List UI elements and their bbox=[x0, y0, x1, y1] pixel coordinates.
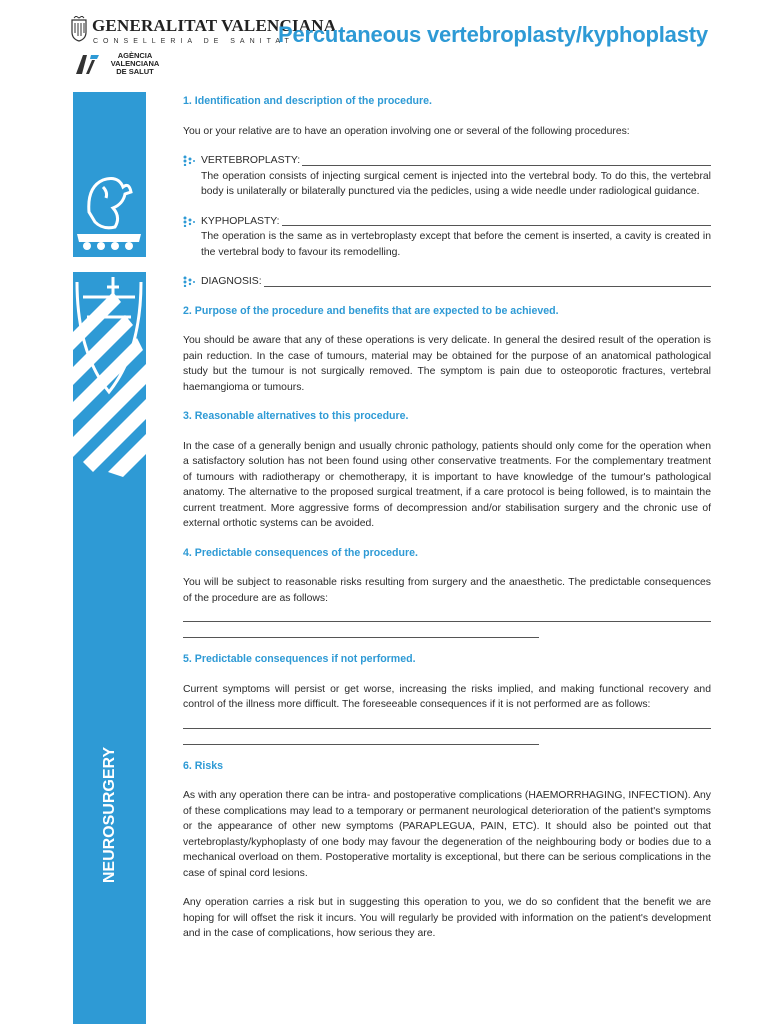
procedure-label: DIAGNOSIS: bbox=[201, 276, 262, 287]
consequences-fill-line-1[interactable] bbox=[183, 606, 711, 622]
procedure-item-diagnosis bbox=[183, 274, 711, 290]
document-title: Percutaneous vertebroplasty/kyphoplasty bbox=[278, 22, 708, 47]
section-6-text-1: As with any operation there can be intra- and postoperative complications (HAEMORRHAGING, INFECTION). Any of these complications may lead to a temporary or permanent neurological deterioration of the patient's symptoms or the appearance of other new symptoms (PARAPLEGUA, PAIN, ETC). It should also be pointed out that vertebroplasty/kyphoplasty of one body may favour the degeneration of the neighbouring body or bodies due to a mechanical overload on them. Postoperative mortality is exceptional, but there can be serious complications in the case of spinal cord lesions. bbox=[183, 790, 711, 879]
avs-logo bbox=[74, 52, 174, 78]
vertebroplasty-fill-line[interactable] bbox=[302, 164, 711, 166]
section-4-heading: 4. Predictable consequences of the procedure. bbox=[183, 546, 418, 559]
section-1-heading: 1. Identification and description of the procedure. bbox=[183, 95, 432, 107]
procedure-item-vertebroplasty bbox=[183, 153, 711, 200]
procedure-description: The operation is the same as in vertebroplasty except that before the cement is inserted, a cavity is created in the vertebral body to favour its remodelling. bbox=[201, 231, 711, 258]
avs-mark-icon bbox=[74, 52, 100, 76]
avs-text bbox=[100, 52, 170, 76]
avs-line-3: DE SALUT bbox=[116, 67, 154, 76]
gv-subtitle: CONSELLERIA DE SANITAT bbox=[93, 38, 294, 45]
avs-line-1: AGÈNCIA bbox=[117, 51, 153, 60]
consequences-fill-line-2[interactable] bbox=[183, 622, 539, 638]
section-6-text-2: Any operation carries a risk but in suggesting this operation to you, we do so confident that the benefit we are hoping for will offset the risk it incurs. You will regularly be provided with information on the patient's development and in the case of complications, how serious they are. bbox=[183, 897, 711, 939]
generalitat-valenciana-logo bbox=[70, 16, 337, 46]
side-band bbox=[73, 92, 146, 1024]
emblem-watermark-icon bbox=[73, 92, 146, 1024]
section-6-heading: 6. Risks bbox=[183, 759, 224, 772]
procedure-item-kyphoplasty bbox=[183, 214, 711, 261]
procedure-label: VERTEBROPLASTY: bbox=[201, 155, 301, 166]
section-3-text: In the case of a generally benign and usually chronic pathology, patients should only come for the operation when a satisfactory solution has not been found using other conservative treatments. For the complementary treatment of tumours with radiotherapy or chemotherapy, it is important to have knowledge of the tumour's pathological anatomy. The alternative to the proposed surgical treatment, if a care protocol is being followed, is to maintain the current treatment. More aggressive forms of decompression and/or stabilisation surgery and the chronic use of external orthotic systems can be avoided. bbox=[183, 440, 711, 529]
kyphoplasty-fill-line[interactable] bbox=[282, 224, 711, 226]
side-label-text: NEUROSURGERY bbox=[101, 746, 118, 884]
procedure-label: KYPHOPLASTY: bbox=[201, 215, 280, 227]
procedure-description: The operation consists of injecting surgical cement is injected into the vertebral body. To do this, the vertebral body is unilaterally or bilaterally punctured via the pedicles, using a wide needle under radiological guidance. bbox=[201, 170, 711, 197]
section-3-heading: 3. Reasonable alternatives to this procedure. bbox=[183, 410, 409, 422]
section-2-heading: 2. Purpose of the procedure and benefits that are expected to be achieved. bbox=[183, 304, 559, 317]
section-5-text: Current symptoms will persist or get worse, increasing the risks implied, and making functional recovery and control of the illness more difficult. The foreseeable consequences if it is not performed are as follows: bbox=[183, 683, 711, 710]
gv-name: GENERALITAT VALENCIANA bbox=[92, 16, 337, 35]
section-5-heading: 5. Predictable consequences if not performed. bbox=[183, 653, 416, 665]
not-performed-fill-line-2[interactable] bbox=[183, 729, 539, 745]
diagnosis-fill-line[interactable] bbox=[264, 285, 711, 287]
section-1-intro: You or your relative are to have an operation involving one or several of the following procedures: bbox=[183, 125, 630, 137]
coat-of-arms-icon bbox=[70, 16, 88, 42]
document-body bbox=[183, 94, 711, 956]
not-performed-fill-line-1[interactable] bbox=[183, 713, 711, 729]
section-4-text: You will be subject to reasonable risks resulting from surgery and the anaesthetic. The predictable consequences of the procedure are as follows: bbox=[183, 577, 711, 604]
section-2-text: You should be aware that any of these operations is very delicate. In general the desired result of the operation is pain reduction. In the case of tumours, material may be obtained for the purpose of an anatomical pathological study but the tumour is not surgically removed. The symptom is pain due to osteoporotic fractures, vertebral haemangioma or tumours. bbox=[183, 335, 711, 393]
bullet-dots-icon bbox=[183, 276, 195, 287]
bullet-dots-icon bbox=[183, 216, 195, 227]
avs-line-2: VALENCIANA bbox=[110, 59, 160, 68]
bullet-dots-icon bbox=[183, 155, 195, 166]
